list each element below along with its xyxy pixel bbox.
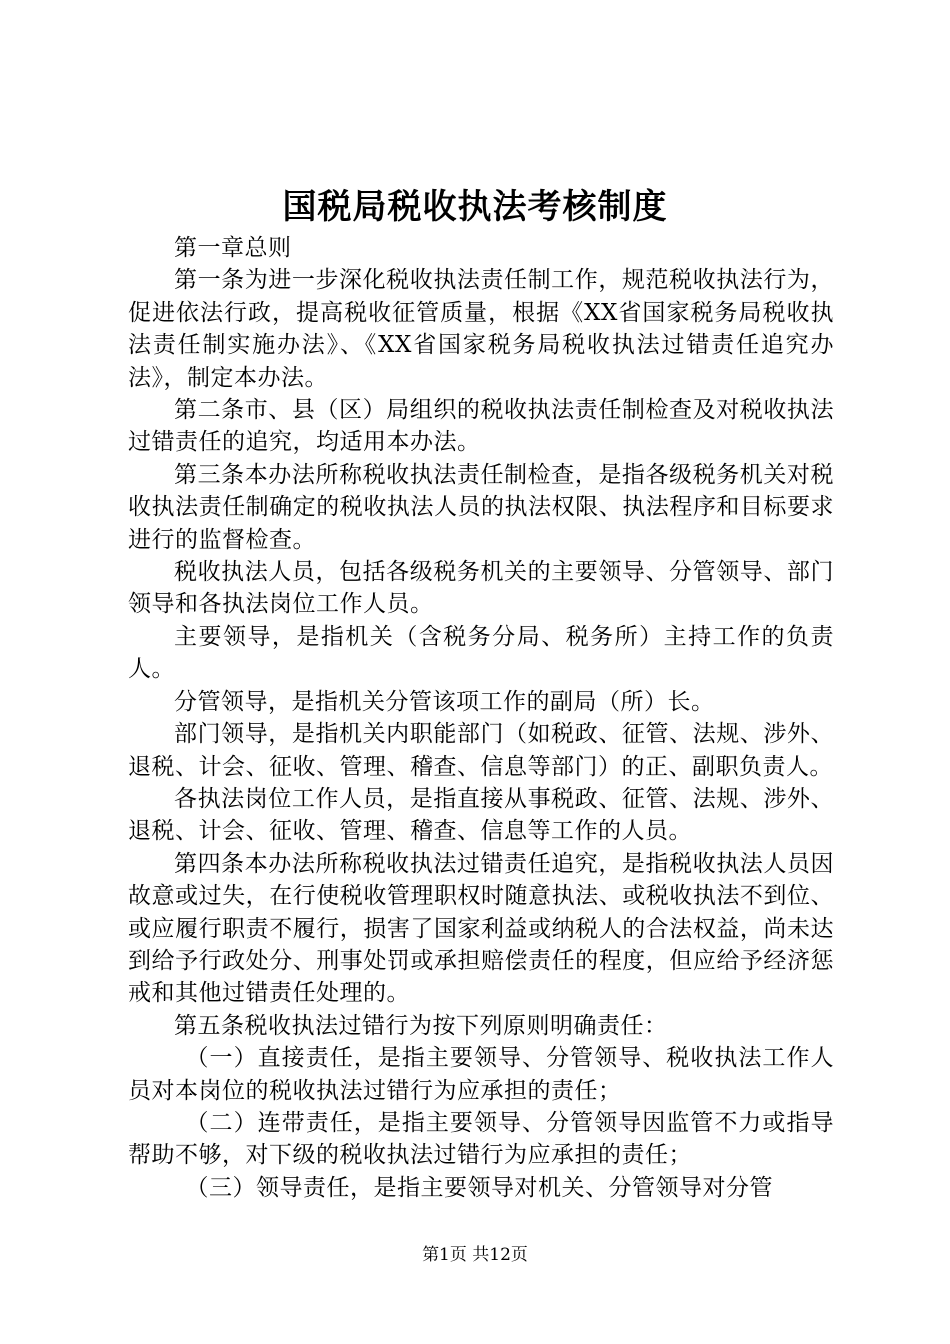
document-body: [128, 232, 834, 1204]
paragraph-article-1: 第一条为进一步深化税收执法责任制工作，规范税收执法行为，促进依法行政，提高税收征管质量，根据《XX省国家税务局税收执法责任制实施办法》、《XX省国家税务局税收执法过错责任追究办法》，制定本办法。: [128, 267, 834, 391]
paragraph-article-3: 第三条本办法所称税收执法责任制检查，是指各级税务机关对税收执法责任制确定的税收执法人员的执法权限、执法程序和目标要求进行的监督检查。: [128, 461, 834, 553]
paragraph-article-2: 第二条市、县（区）局组织的税收执法责任制检查及对税收执法过错责任的追究，均适用本办法。: [128, 397, 834, 456]
paragraph-enforcement-staff: 税收执法人员，包括各级税务机关的主要领导、分管领导、部门领导和各执法岗位工作人员。: [128, 559, 834, 618]
paragraph-main-leader: 主要领导，是指机关（含税务分局、税务所）主持工作的负责人。: [128, 623, 834, 683]
chapter-heading: 第一章总则: [174, 235, 292, 261]
page-title: 国税局税收执法考核制度: [282, 187, 668, 227]
paragraph-department-leader: 部门领导，是指机关内职能部门（如税政、征管、法规、涉外、退税、计会、征收、管理、稽查、信息等部门）的正、副职负责人。: [128, 721, 834, 780]
paragraph-deputy-leader: 分管领导，是指机关分管该项工作的副局（所）长。: [174, 688, 715, 715]
paragraph-article-4: 第四条本办法所称税收执法过错责任追究，是指税收执法人员因故意或过失，在行使税收管理职权时随意执法、或税收执法不到位、或应履行职责不履行，损害了国家利益或纳税人的合法权益，尚未达到给予行政处分、刑事处罚或承担赔偿责任的程度，但应给予经济惩戒和其他过错责任处理的。: [128, 850, 834, 1007]
list-item-direct-responsibility: （一）直接责任，是指主要领导、分管领导、税收执法工作人员对本岗位的税收执法过错行为应承担的责任；: [128, 1045, 834, 1104]
paragraph-article-5: 第五条税收执法过错行为按下列原则明确责任：: [174, 1012, 668, 1039]
list-item-leadership-responsibility: （三）领导责任，是指主要领导对机关、分管领导对分管: [185, 1174, 773, 1201]
list-item-joint-responsibility: （二）连带责任，是指主要领导、分管领导因监管不力或指导帮助不够，对下级的税收执法过错行为应承担的责任；: [128, 1109, 834, 1169]
page-footer: 第1页 共12页: [422, 1245, 528, 1265]
paragraph-post-staff: 各执法岗位工作人员，是指直接从事税政、征管、法规、涉外、退税、计会、征收、管理、稽查、信息等工作的人员。: [128, 785, 834, 845]
